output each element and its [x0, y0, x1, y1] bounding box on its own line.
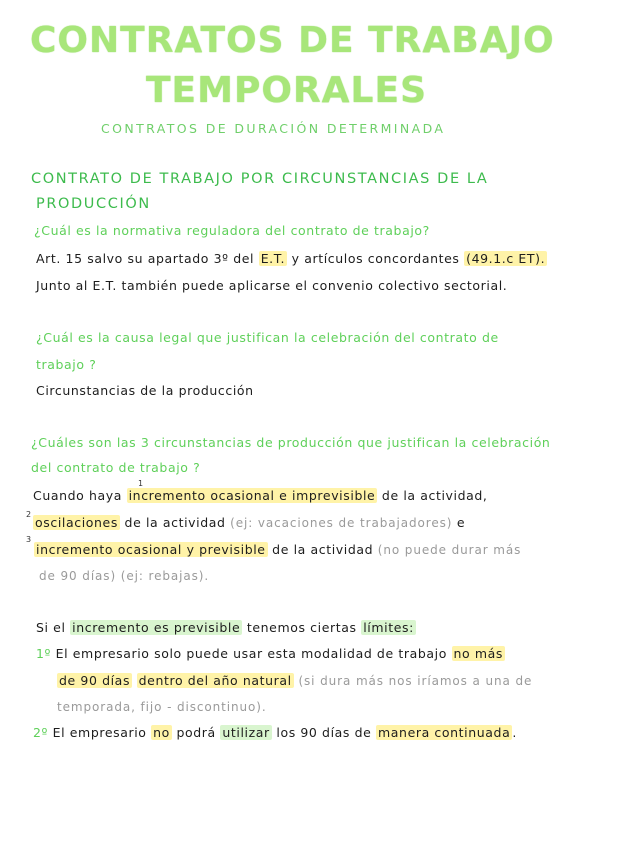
limit-2-mid-1: podrá	[171, 725, 221, 740]
question-3-line-2: del contrato de trabajo ?	[31, 460, 201, 475]
circumstance-1-post: de la actividad,	[377, 488, 488, 503]
limits-intro-mid: tenemos ciertas	[242, 620, 362, 635]
highlight-90-dias: de 90 días	[59, 673, 131, 688]
circumstance-3-note: (no puede durar más	[377, 543, 522, 557]
limit-1-line-1	[36, 646, 505, 661]
circumstance-2	[33, 515, 465, 530]
highlight-incremento-previsible: incremento es previsible	[72, 620, 241, 635]
highlight-incremento-ocasional-imprevisible: incremento ocasional e imprevisible	[128, 488, 376, 503]
highlight-no-mas: no más	[453, 646, 504, 661]
limit-1-number: 1º	[36, 646, 52, 661]
highlight-no: no	[153, 725, 170, 740]
title-line-1: CONTRATOS DE TRABAJO	[30, 20, 555, 61]
circumstance-2-mid: de la actividad	[119, 515, 231, 530]
limit-2	[33, 725, 517, 740]
circumstance-3-note-cont: de 90 días) (ej: rebajas).	[39, 569, 210, 583]
answer-1-text-b: y artículos concordantes	[287, 251, 465, 266]
limit-2-post: .	[512, 725, 517, 740]
circumstance-2-example: (ej: vacaciones de trabajadores)	[230, 516, 453, 530]
limits-intro-pre: Si el	[36, 620, 71, 635]
highlight-utilizar: utilizar	[222, 725, 270, 740]
limit-2-mid-2: los 90 días de	[271, 725, 377, 740]
answer-1-line-2: Junto al E.T. también puede aplicarse el convenio colectivo sectorial.	[36, 278, 508, 293]
limit-1-pre: El empresario solo puede usar esta modalidad de trabajo	[51, 646, 452, 661]
circumstance-2-post: e	[452, 515, 466, 530]
limit-1-space	[132, 673, 137, 688]
question-1: ¿Cuál es la normativa reguladora del contrato de trabajo?	[34, 223, 430, 238]
highlight-incremento-ocasional-previsible: incremento ocasional y previsible	[36, 542, 266, 557]
section-title-line-1: CONTRATO DE TRABAJO POR CIRCUNSTANCIAS DE LA	[31, 171, 489, 187]
circumstance-1	[33, 488, 488, 503]
question-2-line-1: ¿Cuál es la causa legal que justifican la celebración del contrato de	[36, 330, 499, 345]
limit-1-line-2	[57, 673, 532, 688]
list-number-2: 2	[26, 510, 32, 519]
title-line-2: TEMPORALES	[146, 70, 428, 111]
limit-2-pre: El empresario	[48, 725, 152, 740]
answer-1-text-a: Art. 15 salvo su apartado 3º del	[36, 251, 259, 266]
list-number-3: 3	[26, 535, 32, 544]
highlight-et: E.T.	[260, 251, 286, 266]
limits-intro	[36, 620, 416, 635]
question-3-line-1: ¿Cuáles son las 3 circunstancias de producción que justifican la celebración	[31, 435, 551, 450]
highlight-manera-continuada: manera continuada	[378, 725, 511, 740]
list-number-1: 1	[138, 479, 144, 488]
circumstance-1-pre: Cuando haya	[33, 488, 127, 503]
limit-2-number: 2º	[33, 725, 49, 740]
circumstance-3	[34, 542, 521, 557]
highlight-ano-natural: dentro del año natural	[138, 673, 292, 688]
answer-1-line-1	[36, 251, 547, 266]
answer-2: Circunstancias de la producción	[36, 383, 254, 398]
highlight-article-ref: (49.1.c ET).	[466, 251, 546, 266]
limit-1-note: (si dura más nos iríamos a una de	[293, 674, 533, 688]
subtitle: CONTRATOS DE DURACIÓN DETERMINADA	[101, 121, 446, 136]
section-title-line-2: PRODUCCIÓN	[36, 196, 151, 212]
circumstance-3-mid: de la actividad	[267, 542, 378, 557]
highlight-oscilaciones: oscilaciones	[35, 515, 118, 530]
highlight-limites: límites:	[363, 620, 414, 635]
question-2-line-2: trabajo ?	[36, 357, 97, 372]
limit-1-note-cont: temporada, fijo - discontinuo).	[57, 700, 267, 714]
